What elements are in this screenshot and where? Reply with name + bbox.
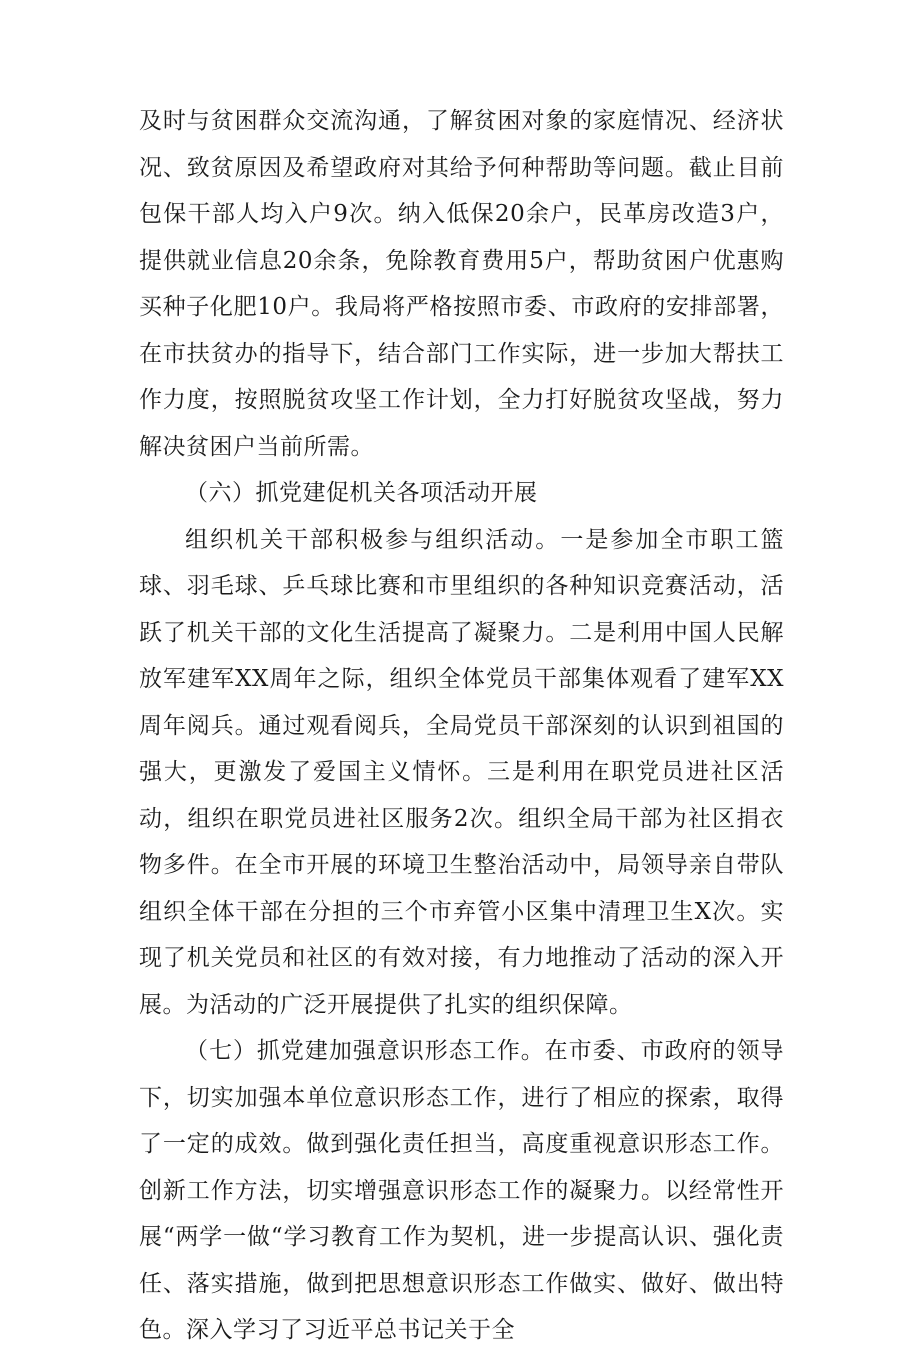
document-body — [139, 98, 784, 1354]
section-heading-six: （六）抓党建促机关各项活动开展 — [185, 480, 538, 506]
paragraph-ideology-work: （七）抓党建加强意识形态工作。在市委、市政府的领导下，切实加强本单位意识形态工作，进行了相应的探索，取得了一定的成效。做到强化责任担当，高度重视意识形态工作。创新工作方法，切实增强意识形态工作的凝聚力。以经常性开展“两学一做“学习教育工作为契机，进一步提高认识、强化责任、落实措施，做到把思想意识形态工作做实、做好、做出特色。深入学习了习近平总书记关于全 — [139, 1038, 784, 1343]
paragraph-poverty-alleviation: 及时与贫困群众交流沟通，了解贫困对象的家庭情况、经济状况、致贫原因及希望政府对其给予何种帮助等问题。截止目前包保干部人均入户9次。纳入低保20余户，民革房改造3户，提供就业信息20余条，免除教育费用5户，帮助贫困户优惠购买种子化肥10户。我局将严格按照市委、市政府的安排部署，在市扶贫办的指导下，结合部门工作实际，进一步加大帮扶工作力度，按照脱贫攻坚工作计划，全力打好脱贫攻坚战，努力解决贫困户当前所需。 — [139, 108, 784, 460]
paragraph-organization-activities: 组织机关干部积极参与组织活动。一是参加全市职工篮球、羽毛球、乒乓球比赛和市里组织的各种知识竞赛活动，活跃了机关干部的文化生活提高了凝聚力。二是利用中国人民解放军建军XX周年之际，组织全体党员干部集体观看了建军XX周年阅兵。通过观看阅兵，全局党员干部深刻的认识到祖国的强大，更激发了爱国主义情怀。三是利用在职党员进社区活动，组织在职党员进社区服务2次。组织全局干部为社区捐衣物多件。在全市开展的环境卫生整治活动中，局领导亲自带队组织全体干部在分担的三个市弃管小区集中清理卫生X次。实现了机关党员和社区的有效对接，有力地推动了活动的深入开展。为活动的广泛开展提供了扎实的组织保障。 — [139, 526, 784, 1018]
